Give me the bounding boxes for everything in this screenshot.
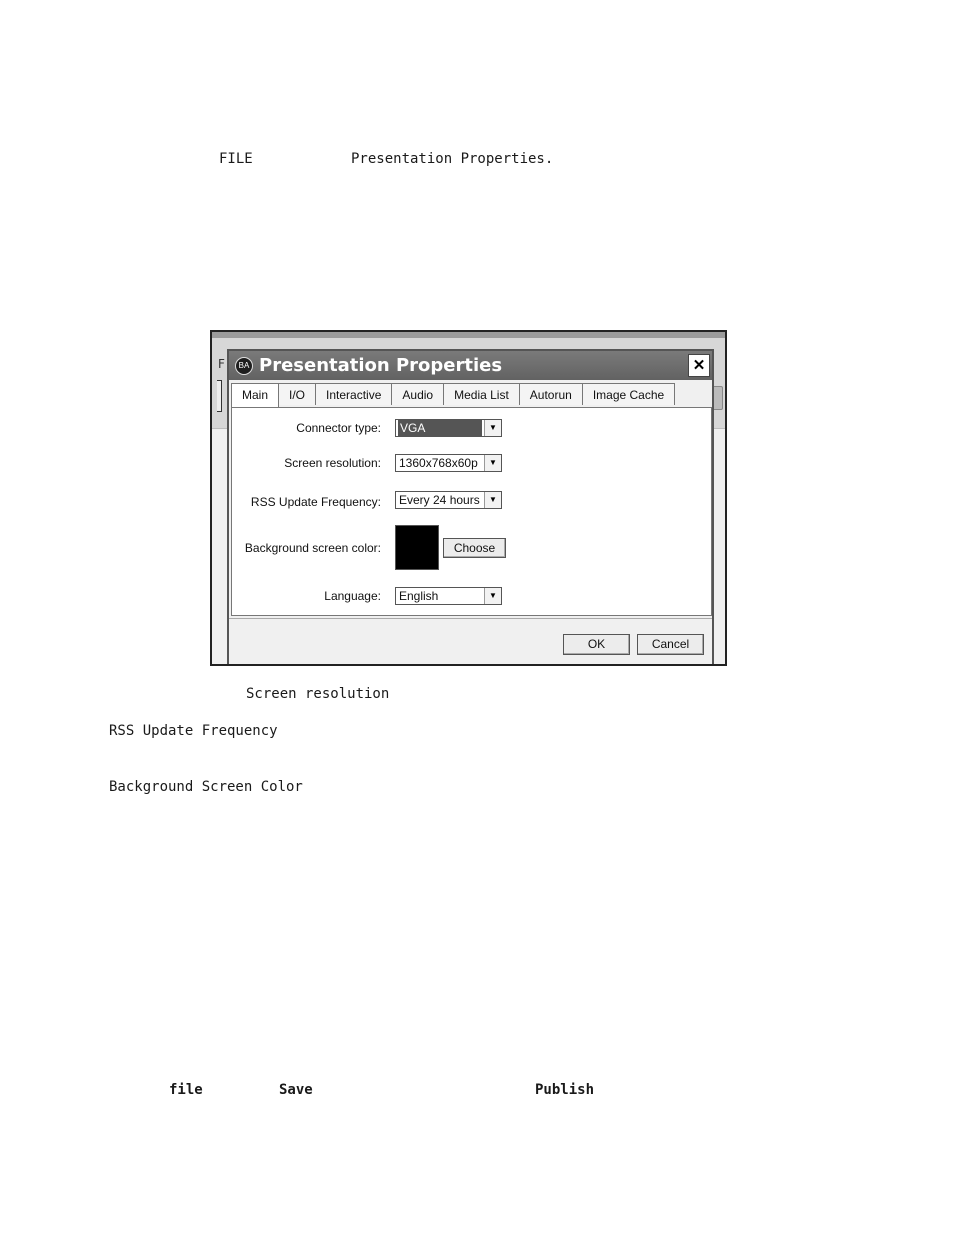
ok-button[interactable]: OK [563,634,630,655]
rss-frequency-select[interactable] [395,491,502,509]
tab-main[interactable]: Main [231,383,279,407]
doc-menu-file: FILE [219,151,253,167]
background-color-swatch[interactable] [395,525,439,570]
chevron-down-icon[interactable]: ▼ [484,588,501,604]
caption-screen-resolution: Screen resolution [246,686,390,702]
connector-type-label: Connector type: [296,421,381,435]
cancel-button[interactable]: Cancel [637,634,704,655]
app-logo-icon: BA [235,357,253,375]
language-label: Language: [324,589,381,603]
doc-menu-item: Presentation Properties. [351,151,554,167]
background-color-label: Background screen color: [244,541,381,555]
close-icon[interactable]: ✕ [688,354,710,377]
heading-background-screen-color: Background Screen Color [109,779,303,795]
rss-frequency-value: Every 24 hours [399,493,480,507]
dialog-screenshot [210,330,727,666]
background-menu-letter: F [218,357,225,371]
screen-resolution-value: 1360x768x60p [399,456,478,470]
tab-bar [231,383,674,407]
connector-type-select[interactable] [395,419,502,437]
main-tab-panel [231,407,712,616]
chevron-down-icon[interactable]: ▼ [484,455,501,471]
language-value: English [399,589,439,603]
dialog-title: Presentation Properties [259,355,503,376]
screen-resolution-label: Screen resolution: [284,456,381,470]
tab-interactive[interactable]: Interactive [315,383,392,405]
chevron-down-icon[interactable]: ▼ [484,420,501,436]
dialog-titlebar [229,351,712,380]
choose-color-button[interactable]: Choose [443,538,506,558]
connector-type-value: VGA [398,420,482,436]
background-panel-edge [217,380,222,412]
language-select[interactable] [395,587,502,605]
screen-resolution-select[interactable] [395,454,502,472]
tab-audio[interactable]: Audio [391,383,444,405]
dialog-footer-separator [229,618,712,619]
presentation-properties-dialog [227,349,714,666]
rss-frequency-label: RSS Update Frequency: [250,495,381,509]
tab-autorun[interactable]: Autorun [519,383,583,405]
tab-io[interactable]: I/O [278,383,316,405]
heading-rss-update-frequency: RSS Update Frequency [109,723,278,739]
chevron-down-icon[interactable]: ▼ [484,492,501,508]
bottom-word-publish: Publish [535,1082,595,1098]
bottom-word-save: Save [279,1082,313,1098]
app-background-topbar [212,332,725,338]
bottom-word-file: file [169,1082,203,1098]
tab-image-cache[interactable]: Image Cache [582,383,675,405]
tab-media-list[interactable]: Media List [443,383,520,405]
